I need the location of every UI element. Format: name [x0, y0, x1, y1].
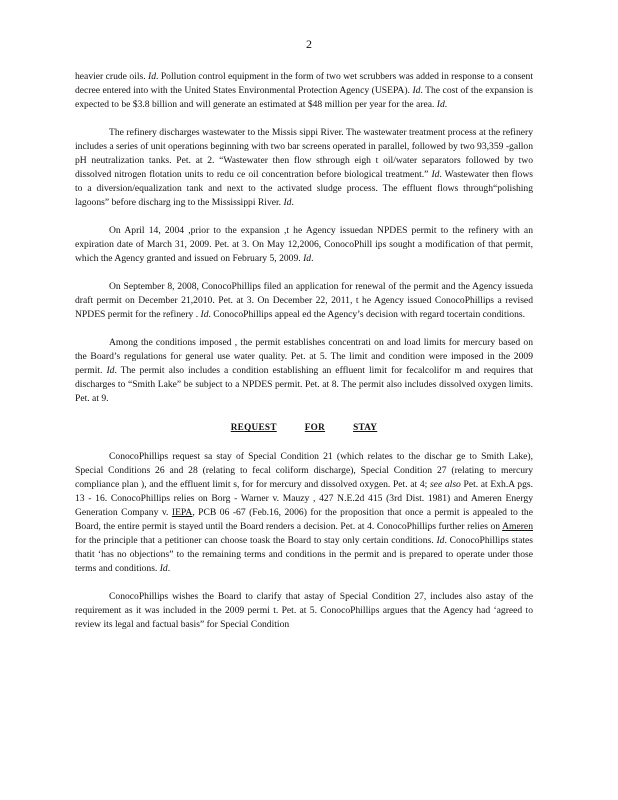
text-run: heavier crude oils. — [75, 71, 149, 82]
text-run: ConocoPhillips wishes the Board to clarify that astay of Special Condition 27, includes also astay of the requirement as it was included in the 2009 permi t. Pet. at 5. ConocoPhillips argues that the Agency had ‘agreed to review its legal and factual basis” for Special Condition — [75, 591, 533, 630]
text-run: . — [311, 253, 314, 264]
case-name: Ameren — [502, 521, 533, 532]
citation-id: Id — [159, 563, 168, 574]
text-run: . — [444, 99, 448, 110]
text-run: Pet. at Exh.A pgs. 13 - 16. ConocoPhillips relies on Borg - Warner v. Mauzy , 427 N.E.2d 415 (3rd Dist. 1981) and Ameren Energy Generation Company v. — [75, 479, 533, 518]
paragraph — [75, 70, 533, 112]
citation-id: Id — [436, 99, 445, 110]
text-run: for the principle that a petitioner can choose toask the Board to stay only certain conditions. — [75, 535, 437, 546]
text-run: . The permit also includes a condition establishing an effluent limit for fecalcolifor m and requires that discharges to “Smith Lake” be subject to a NPDES permit. Pet. at 8. The permit also includes dissolved oxygen limits. Pet. at 9. — [75, 365, 533, 404]
citation-id: Id — [412, 85, 421, 96]
citation-id: Id — [436, 535, 445, 546]
text-run: . Pollution control equipment in the form of two wet scrubbers was added in response to a consent decree entered into with the United States Environmental Protection Agency (USEPA). — [75, 71, 533, 96]
section-heading-word: REQUEST — [230, 422, 277, 432]
text-run: The refinery discharges wastewater to the Missis sippi River. The wastewater treatment process at the refinery includes a series of unit operations beginning with two bar screens operated in parallel, followed by two 93,359 -gallon pH neutralization tanks. Pet. at 2. “Wastewater then flow sthrough eigh t oil/water separators followed by two dissolved nitrogen flotation units to redu ce oil concentration before biological treatment.” — [75, 127, 533, 180]
text-run: . ConocoPhillips appeal ed the Agency’s decision with regard tocertain conditions. — [208, 309, 526, 320]
document-body — [75, 70, 533, 646]
page-number: 2 — [306, 37, 312, 51]
paragraph — [75, 450, 533, 576]
section-heading-word: STAY — [353, 422, 378, 432]
citation-id: Id — [431, 169, 440, 180]
text-run: On April 14, 2004 ,prior to the expansion ,t he Agency issuedan NPDES permit to the refinery with an expiration date of March 31, 2009. Pet. at 3. On May 12,2006, ConocoPhill ips sought a modification of that permit, which the Agency granted and issued on February 5, 2009. — [75, 225, 533, 264]
citation-id: Id — [106, 365, 115, 376]
citation-id: Id — [148, 71, 157, 82]
paragraph — [75, 590, 533, 632]
paragraph — [75, 126, 533, 210]
text-run: . — [167, 563, 171, 574]
text-run: . Wastewater then flows to a diversion/equalization tank and next to the activated sludge process. The effluent flows through“polishing lagoons” before discharg ing to the Mississippi River. — [75, 169, 533, 208]
section-heading-word: FOR — [304, 422, 326, 432]
case-name: IEPA — [171, 507, 193, 518]
text-run: . — [291, 197, 294, 208]
section-heading — [75, 420, 533, 434]
citation-id: Id — [283, 197, 292, 208]
paragraph — [75, 336, 533, 406]
citation-id: see also — [429, 479, 461, 490]
text-run: ConocoPhillips request sa stay of Special Condition 21 (which relates to the dischar ge to Smith Lake), Special Conditions 26 and 28 (relating to fecal coliform discharge), Special Condition 27 (relating to mercury compliance plan ), and the effluent limit s, for for mercury and dissolved oxygen. Pet. at 4; — [75, 451, 533, 490]
text-run: On September 8, 2008, ConocoPhillips filed an application for renewal of the permit and the Agency issueda draft permit on December 21,2010. Pet. at 3. On December 22, 2011, t he Agency issued ConocoPhillips a revised NPDES permit for the refinery . — [75, 281, 533, 320]
text-run: Among the conditions imposed , the permit establishes concentrati on and load limits for mercury based on the Board’s regulations for general use water quality. Pet. at 5. The limit and condition were imposed in the 2009 permit. — [75, 337, 533, 376]
text-run: , PCB 06 -67 (Feb.16, 2006) for the proposition that once a permit is appealed to the Board, the entire permit is stayed until the Board renders a decision. Pet. at 4. ConocoPhillips further relies on — [75, 507, 533, 532]
citation-id: Id — [303, 253, 312, 264]
paragraph — [75, 224, 533, 266]
text-run: . The cost of the expansion is expected to be $3.8 billion and will generate an estimated at $48 million per year for the area. — [75, 85, 533, 110]
paragraph — [75, 280, 533, 322]
text-run: . ConocoPhillips states thatit ‘has no objections” to the remaining terms and conditions in the permit and is prepared to operate under those terms and conditions. — [75, 535, 533, 574]
citation-id: Id — [200, 309, 209, 320]
